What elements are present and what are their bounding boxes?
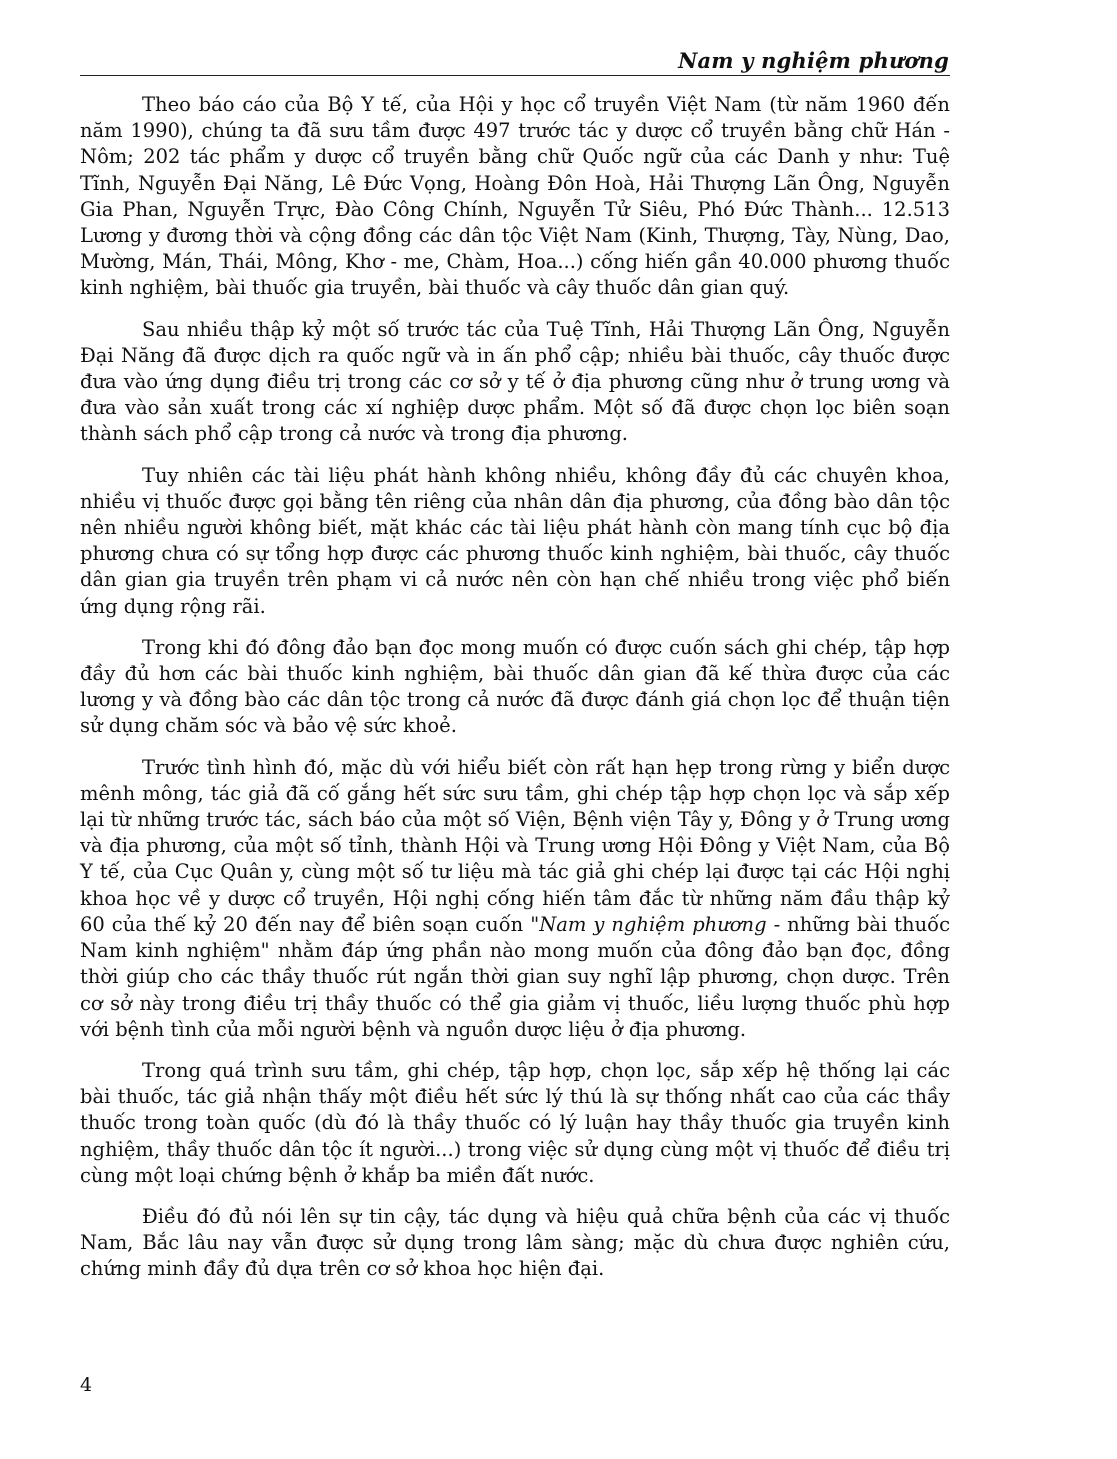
paragraph-7: Điều đó đủ nói lên sự tin cậy, tác dụng và hiệu quả chữa bệnh của các vị thuốc Nam, Bắc lâu nay vẫn được sử dụng trong lâm sàng; mặc dù chưa được nghiên cứu, chứng minh đầy đủ dựa trên cơ sở khoa học hiện đại. [80,1204,950,1281]
paragraph-1: Theo báo cáo của Bộ Y tế, của Hội y học cổ truyền Việt Nam (từ năm 1960 đến năm 1990), chúng ta đã sưu tầm được 497 trước tác y dược cổ truyền bằng chữ Hán - Nôm; 202 tác phẩm y dược cổ truyền bằng chữ Quốc ngữ của các Danh y như: Tuệ Tĩnh, Nguyễn Đại Năng, Lê Đức Vọng, Hoàng Đôn Hoà, Hải Thượng Lãn Ông, Nguyễn Gia Phan, Nguyễn Trực, Đào Công Chính, Nguyễn Tử Siêu, Phó Đức Thành... 12.513 Lương y đương thời và cộng đồng các dân tộc Việt Nam (Kinh, Thượng, Tày, Nùng, Dao, Mường, Mán, Thái, Mông, Khơ - me, Chàm, Hoa...) cống hiến gần 40.000 phương thuốc kinh nghiệm, bài thuốc gia truyền, bài thuốc và cây thuốc dân gian quý. [80,93,950,300]
header-rule [80,75,950,76]
body-text [80,92,950,1298]
paragraph-3: Tuy nhiên các tài liệu phát hành không nhiều, không đầy đủ các chuyên khoa, nhiều vị thuốc được gọi bằng tên riêng của nhân dân địa phương, của đồng bào dân tộc nên nhiều người không biết, mặt khác các tài liệu phát hành còn mang tính cục bộ địa phương chưa có sự tổng hợp được các phương thuốc kinh nghiệm, bài thuốc, cây thuốc dân gian gia truyền trên phạm vi cả nước nên còn hạn chế nhiều trong việc phổ biến ứng dụng rộng rãi. [80,463,950,618]
paragraph-5 [80,755,950,1043]
page-number: 4 [80,1374,93,1396]
paragraph-6: Trong quá trình sưu tầm, ghi chép, tập hợp, chọn lọc, sắp xếp hệ thống lại các bài thuốc, tác giả nhận thấy một điều hết sức lý thú là sự thống nhất cao của các thầy thuốc trong toàn quốc (dù đó là thầy thuốc có lý luận hay thầy thuốc gia truyền kinh nghiệm, thầy thuốc dân tộc ít người...) trong việc sử dụng cùng một vị thuốc để điều trị cùng một loại chứng bệnh ở khắp ba miền đất nước. [80,1058,950,1187]
paragraph-2: Sau nhiều thập kỷ một số trước tác của Tuệ Tĩnh, Hải Thượng Lãn Ông, Nguyễn Đại Năng đã được dịch ra quốc ngữ và in ấn phổ cập; nhiều bài thuốc, cây thuốc được đưa vào ứng dụng điều trị trong các cơ sở y tế ở địa phương cũng như ở trung ương và đưa vào sản xuất trong các xí nghiệp dược phẩm. Một số đã được chọn lọc biên soạn thành sách phổ cập trong cả nước và trong địa phương. [80,317,950,446]
paragraph-5-after: - những bài thuốc Nam kinh nghiệm" nhằm đáp ứng phần nào mong muốn của đông đảo bạn đọc, đồng thời giúp cho các thầy thuốc rút ngắn thời gian suy nghĩ lập phương, chọn dược. Trên cơ sở này trong điều trị thầy thuốc có thể gia giảm vị thuốc, liều lượng thuốc phù hợp với bệnh tình của mỗi người bệnh và nguồn dược liệu ở địa phương. [80,912,950,1041]
book-title-italic: Nam y nghiệm phương [539,912,767,936]
paragraph-5-before: Trước tình hình đó, mặc dù với hiểu biết còn rất hạn hẹp trong rừng y biển dược mênh mông, tác giả đã cố gắng hết sức sưu tầm, ghi chép tập hợp chọn lọc và sắp xếp lại từ những trước tác, sách báo của một số Viện, Bệnh viện Tây y, Đông y ở Trung ương và địa phương, của một số tỉnh, thành Hội và Trung ương Hội Đông y Việt Nam, của Bộ Y tế, của Cục Quân y, cùng một số tư liệu mà tác giả ghi chép lại được tại các Hội nghị khoa học về y dược cổ truyền, Hội nghị cống hiến tâm đắc từ những năm đầu thập kỷ 60 của thế kỷ 20 đến nay để biên soạn cuốn " [80,755,950,936]
running-header-title: Nam y nghiệm phương [678,48,949,73]
paragraph-4: Trong khi đó đông đảo bạn đọc mong muốn có được cuốn sách ghi chép, tập hợp đầy đủ hơn các bài thuốc kinh nghiệm, bài thuốc dân gian đã kế thừa được của các lương y và đồng bào các dân tộc trong cả nước đã được đánh giá chọn lọc để thuận tiện sử dụng chăm sóc và bảo vệ sức khoẻ. [80,635,950,738]
